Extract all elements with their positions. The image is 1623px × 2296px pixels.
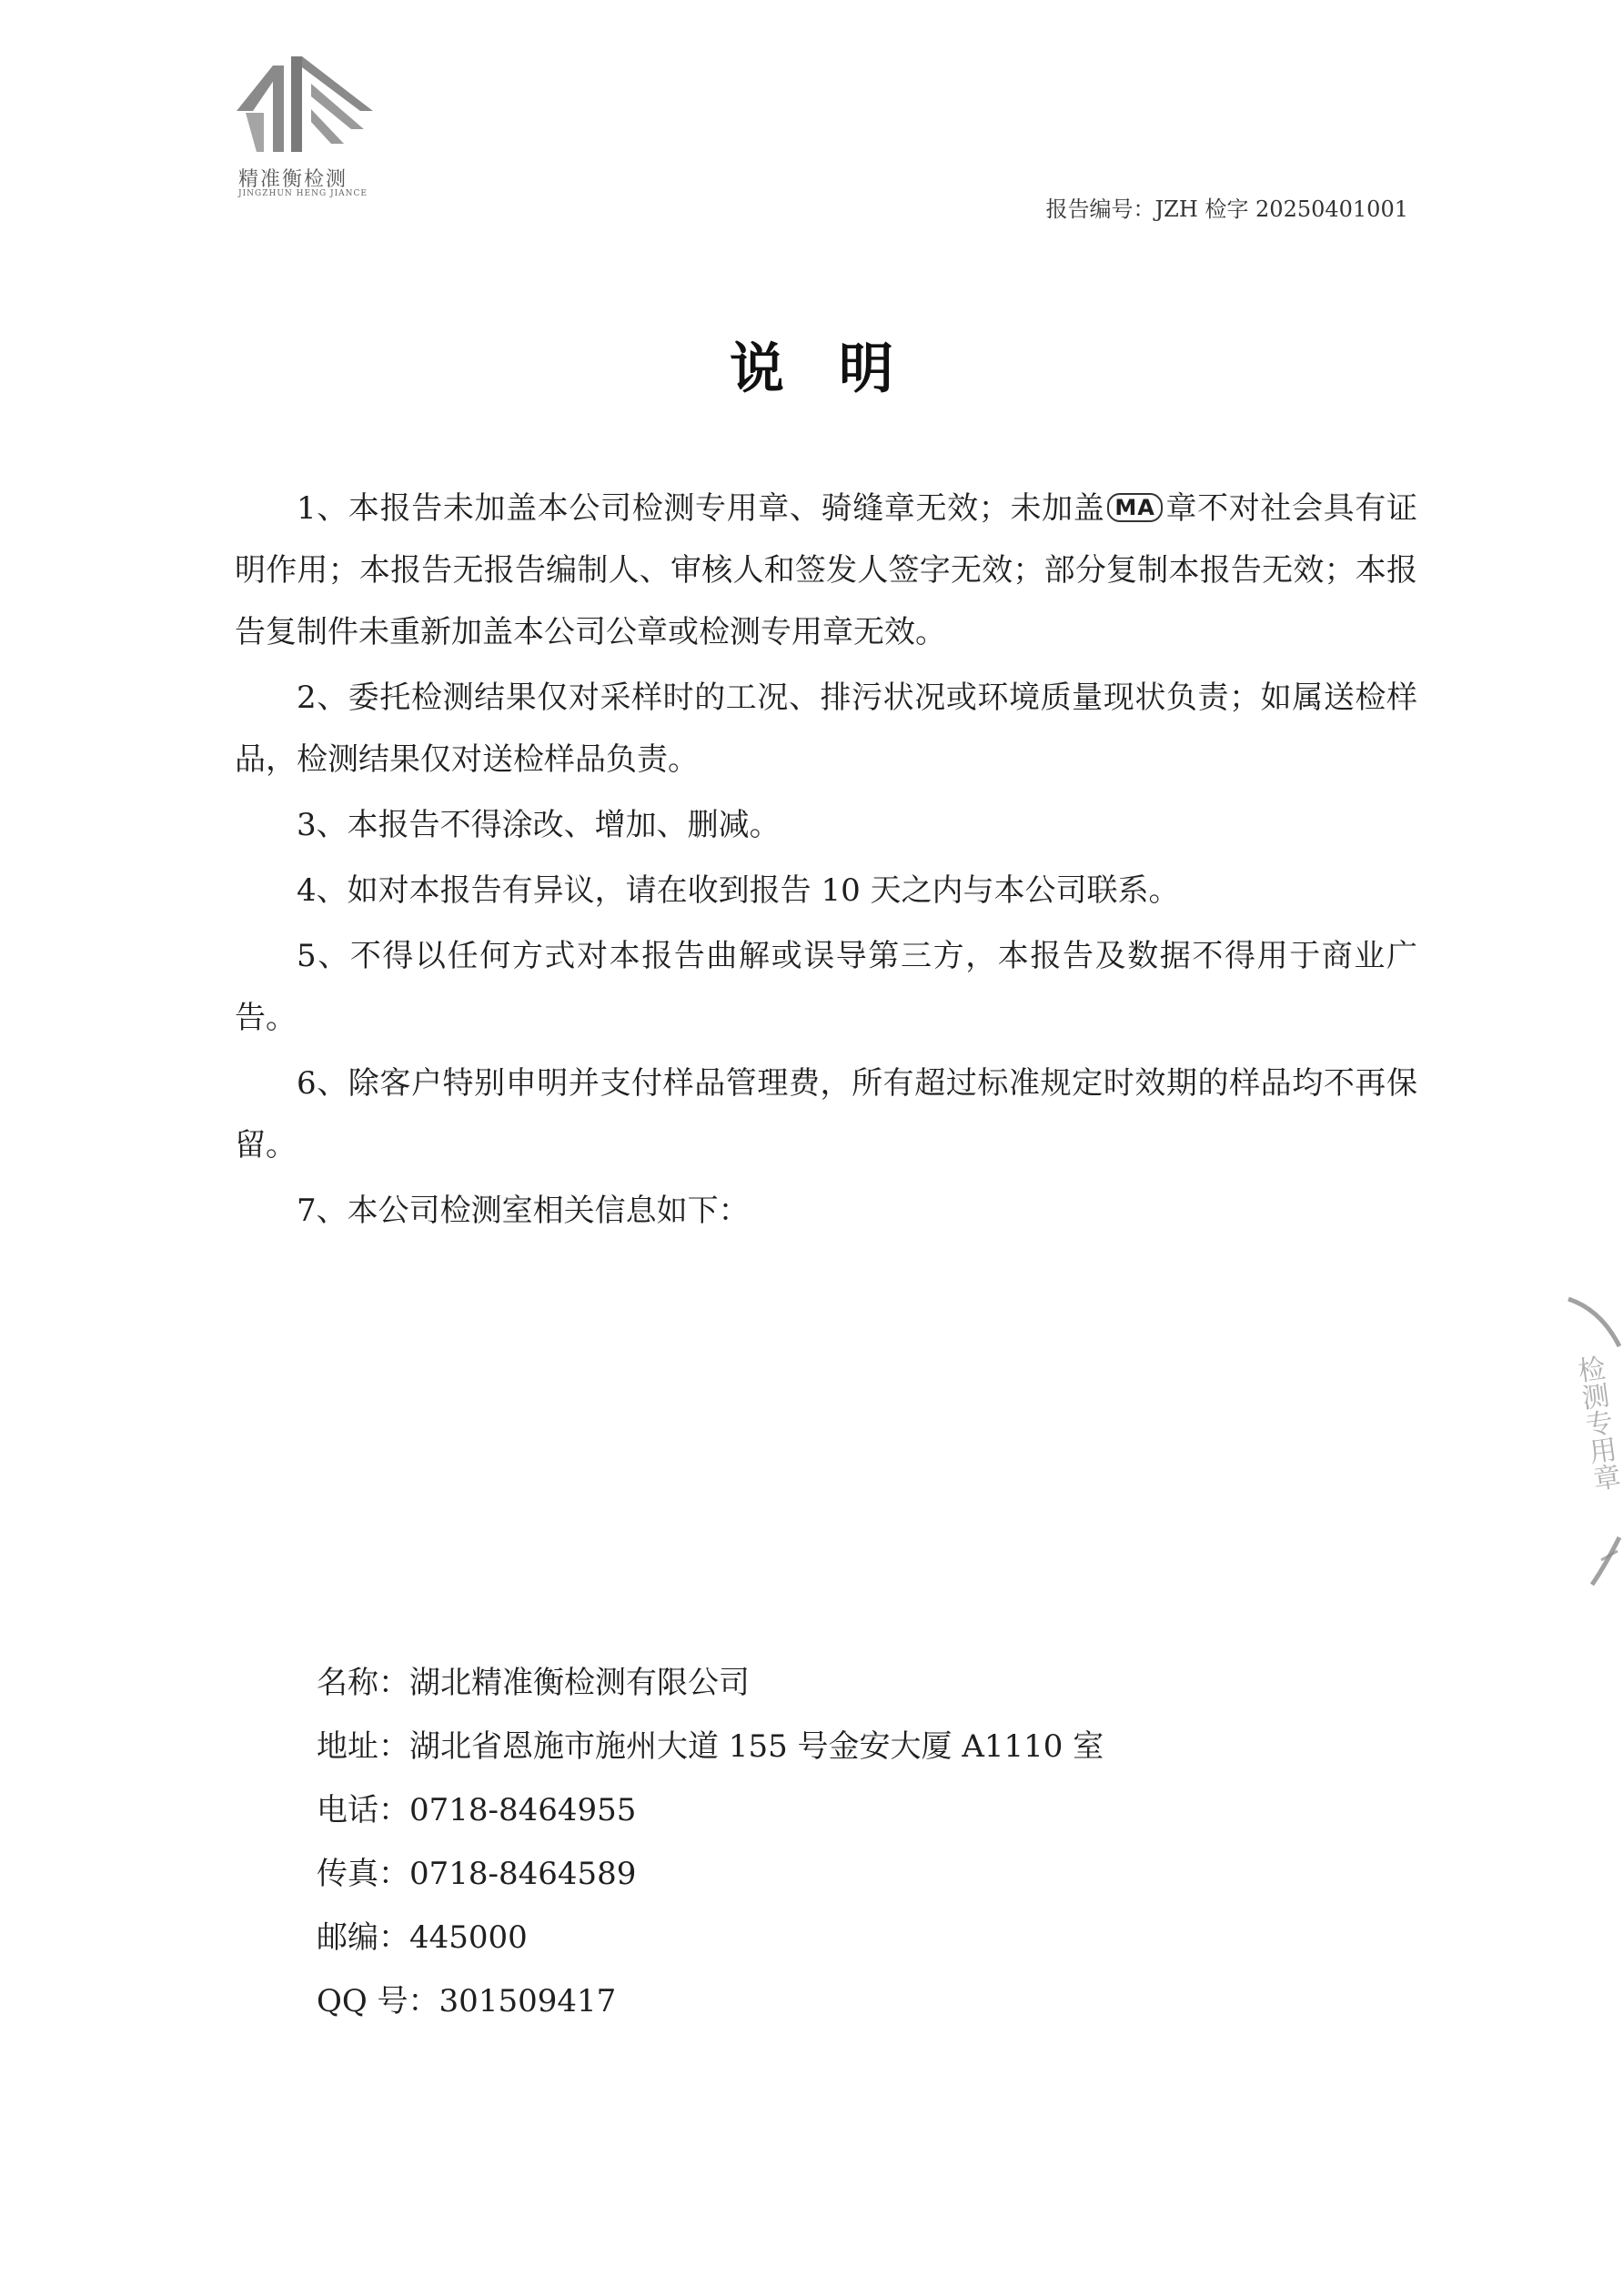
contact-name: 名称：湖北精准衡检测有限公司 (317, 1665, 750, 1701)
page-title: 说明 (730, 337, 948, 401)
note-1-text-before: 1、本报告未加盖本公司检测专用章、骑缝章无效；未加盖 (297, 490, 1105, 527)
contact-phone: 电话：0718-8464955 (317, 1792, 637, 1828)
contact-address: 地址：湖北省恩施市施州大道 155 号金安大厦 A1110 室 (317, 1728, 1104, 1765)
company-logo (227, 56, 382, 202)
cma-mark-icon: MA (1107, 493, 1162, 522)
contact-qq: QQ 号：301509417 (317, 1983, 617, 2019)
note-4: 4、如对本报告有异议，请在收到报告 10 天之内与本公司联系。 (297, 872, 1180, 909)
seam-stamp (1565, 1292, 1623, 1592)
note-2: 2、委托检测结果仅对采样时的工况、排污状况或环境质量现状负责；如属送检样品，检测结果仅对送检样品负责。 (235, 680, 1417, 778)
note-7: 7、本公司检测室相关信息如下： (297, 1193, 750, 1229)
notes-section (235, 478, 1417, 1245)
note-1 (235, 478, 1417, 663)
note-1-text-after: 章不对社会具有证明作用；本报告无报告编制人、审核人和签发人签字无效；部分复制本报告无效；本报告复制件未重新加盖本公司公章或检测专用章无效。 (235, 490, 1417, 650)
logo-name-en: JINGZHUN HENG JIANCE (238, 189, 368, 198)
note-3: 3、本报告不得涂改、增加、删减。 (297, 807, 781, 843)
contact-fax: 传真：0718-8464589 (317, 1856, 637, 1892)
company-logo-icon (237, 56, 373, 158)
report-number: 报告编号：JZH 检字 20250401001 (1045, 196, 1408, 222)
note-6: 6、除客户特别申明并支付样品管理费，所有超过标准规定时效期的样品均不再保留。 (235, 1065, 1417, 1163)
note-5: 5、不得以任何方式对本报告曲解或误导第三方，本报告及数据不得用于商业广告。 (235, 938, 1417, 1036)
seam-stamp-text: 检测专用章 (1570, 1353, 1622, 1494)
contact-postcode: 邮编：445000 (317, 1919, 528, 1956)
logo-name-cn: 精准衡检测 (238, 168, 348, 191)
contact-info (317, 1651, 1226, 2033)
